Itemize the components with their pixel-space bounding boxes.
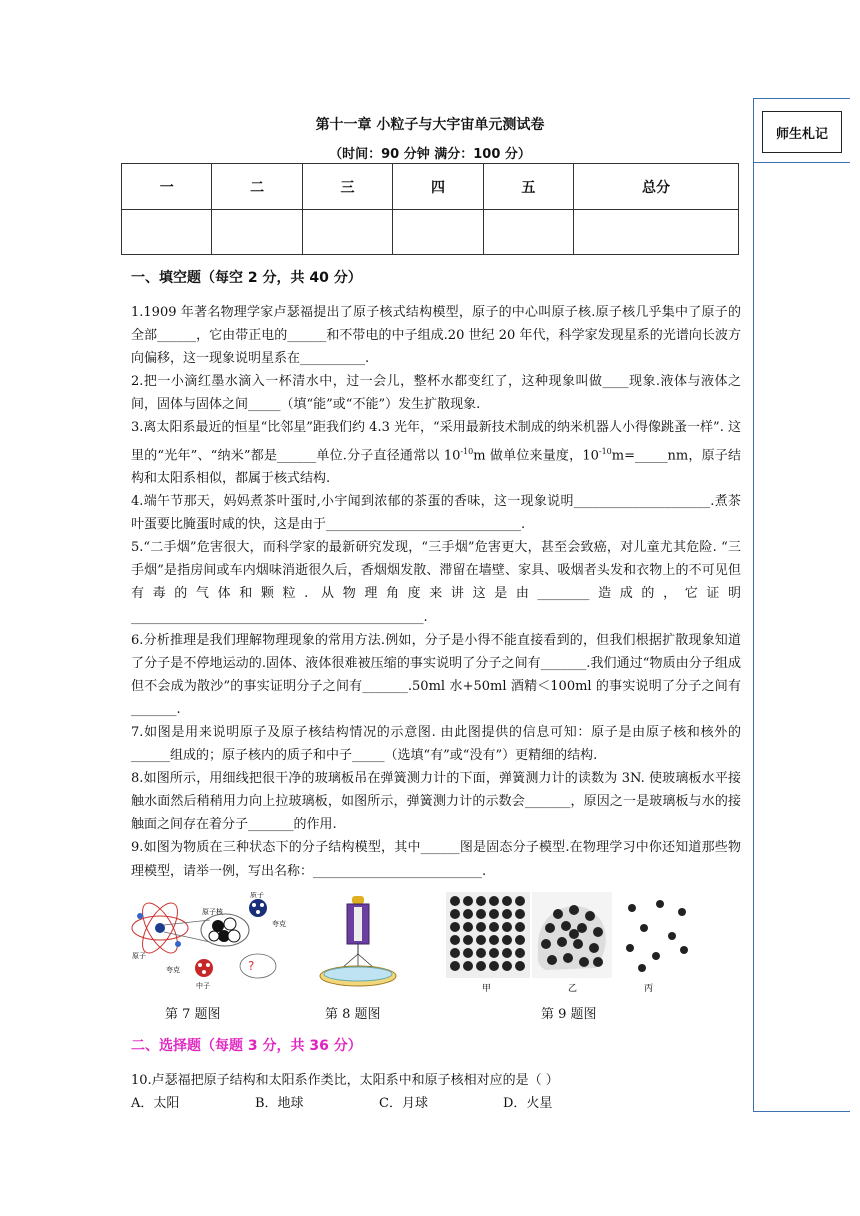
molecule-dot — [652, 952, 660, 960]
label-c: 丙 — [644, 984, 654, 994]
molecule-dot — [628, 904, 636, 912]
molecule-dot — [678, 908, 686, 916]
molecule-dot — [638, 964, 646, 972]
question-4: 4.端午节那天，妈妈煮茶叶蛋时,小宇闻到浓郁的茶蛋的香味，这一现象说明_____________________.煮茶叶蛋要比腌蛋时咸的快，这是由于______________________________. — [131, 494, 741, 533]
section-2-title: 二、选择题（每题 3 分，共 36 分） — [131, 1038, 362, 1054]
label-neutron: 中子 — [196, 982, 210, 990]
molecule-dot — [450, 935, 460, 945]
molecule-dot — [640, 924, 648, 932]
score-header-4: 四 — [393, 164, 483, 210]
molecule-dot — [502, 935, 512, 945]
molecule-dot — [593, 927, 603, 937]
molecule-dot — [450, 961, 460, 971]
molecule-dot — [476, 896, 486, 906]
molecule-dot — [476, 935, 486, 945]
molecule-dot — [626, 944, 634, 952]
molecule-dot — [541, 939, 551, 949]
option-b[interactable]: B．地球 — [255, 1096, 304, 1111]
figure-9-caption: 第 9 题图 — [541, 1007, 597, 1022]
molecule-dot — [593, 957, 603, 967]
question-7: 7.如图是用来说明原子及原子核结构情况的示意图. 由此图提供的信息可知：原子是由原子核和核外的______组成的；原子核内的质子和中子_____（选填“有”或“没有”）更精细的结构. — [131, 725, 741, 764]
option-a[interactable]: A．太阳 — [131, 1096, 180, 1111]
score-header-total: 总分 — [574, 164, 739, 210]
molecule-dot — [563, 953, 573, 963]
atom-structure-diagram — [130, 892, 290, 992]
question-1: 1.1909 年著名物理学家卢瑟福提出了原子核式结构模型，原子的中心叫原子核.原子核几乎集中了原子的全部______，它由带正电的______和不带电的中子组成.20 世纪 20 年代，科学家发现星系的光谱向长波方向偏移，这一现象说明星系在__________. — [131, 305, 741, 367]
score-cell[interactable] — [122, 210, 212, 255]
label-a: 甲 — [482, 984, 492, 994]
molecule-dot — [476, 909, 486, 919]
label-quark: 夸克 — [166, 966, 180, 974]
molecule-dot — [515, 948, 525, 958]
molecule-dot — [515, 922, 525, 932]
score-header-1: 一 — [122, 164, 212, 210]
states-of-matter-diagram — [446, 892, 696, 996]
exponent: -10 — [460, 446, 474, 456]
question-2: 2.把一小滴红墨水滴入一杯清水中，过一会儿，整杯水都变红了，这种现象叫做____现象.液体与液体之间，固体与固体之间_____（填“能”或“不能”）发生扩散现象. — [131, 374, 741, 413]
question-3: 3.离太阳系最近的恒星“比邻星”距我们约 4.3 光年，“采用最新技术制成的纳米机器人小得像跳蚤一样”. 这里的“光年”、“纳米”都是______单位.分子直径通常以 $10^{-10}m$ 做单位来量度，$10^{-10}m=\_\_\_\_\_nm$，原子结构和太阳系相似，都属于核式结构. — [131, 420, 741, 486]
molecule-dot — [489, 909, 499, 919]
score-header-3: 三 — [302, 164, 392, 210]
molecule-dot — [502, 922, 512, 932]
molecule-dot — [502, 961, 512, 971]
molecule-dot — [680, 946, 688, 954]
question-mark: ? — [248, 959, 255, 973]
molecule-dot — [463, 961, 473, 971]
molecule-dot — [515, 935, 525, 945]
molecule-dot — [569, 905, 579, 915]
molecule-dot — [589, 943, 599, 953]
molecule-dot — [561, 921, 571, 931]
option-c[interactable]: C．月球 — [379, 1096, 428, 1111]
figure-8-caption: 第 8 题图 — [325, 1007, 381, 1022]
score-cell[interactable] — [483, 210, 573, 255]
question-6: 6.分析推理是我们理解物理现象的常用方法.例如，分子是小得不能直接看到的，但我们根据扩散现象知道了分子是不停地运动的.固体、液体很难被压缩的事实说明了分子之间有_______.我们通过“物质由分子组成但不会成为散沙”的事实证明分子之间有_______.50ml 水+50ml 酒精＜100ml 的事实说明了分子之间有_______. — [131, 632, 741, 717]
score-header-5: 五 — [483, 164, 573, 210]
option-d[interactable]: D．火星 — [503, 1096, 553, 1111]
label-nucleus: 原子核 — [202, 908, 223, 916]
molecule-dot — [668, 932, 676, 940]
molecule-dot — [585, 911, 595, 921]
molecule-dot — [476, 948, 486, 958]
score-cell[interactable] — [574, 210, 739, 255]
molecule-dot — [489, 948, 499, 958]
sidebar-divider — [754, 162, 850, 163]
molecule-dot — [489, 896, 499, 906]
molecule-dot — [489, 961, 499, 971]
molecule-dot — [553, 909, 563, 919]
score-cell[interactable] — [393, 210, 483, 255]
question-8: 8.如图所示，用细线把很干净的玻璃板吊在弹簧测力计的下面，弹簧测力计的读数为 3N. 使玻璃板水平接触水面然后稍稍用力向上拉玻璃板，如图所示，弹簧测力计的示数会_______，原因之一是玻璃板与水的接触面之间存在着分子_______的作用. — [131, 771, 741, 833]
molecule-dot — [579, 957, 589, 967]
molecule-dot — [463, 896, 473, 906]
question-9: 9.如图为物质在三种状态下的分子结构模型，其中______图是固态分子模型.在物理学习中你还知道那些物理模型，请举一例，写出名称：__________________________. — [131, 840, 741, 879]
section-1-title: 一、填空题（每空 2 分，共 40 分） — [131, 270, 362, 286]
molecule-dot — [450, 922, 460, 932]
question-10-stem: 10.卢瑟福把原子结构和太阳系作类比，太阳系中和原子核相对应的是（ ） — [131, 1073, 559, 1088]
molecule-dot — [547, 955, 557, 965]
score-cell[interactable] — [302, 210, 392, 255]
exponent: -10 — [598, 446, 612, 456]
molecule-dot — [463, 909, 473, 919]
spring-scale-diagram — [314, 892, 404, 992]
molecule-dot — [476, 922, 486, 932]
question-10-options — [131, 1092, 741, 1115]
molecule-dot — [577, 923, 587, 933]
molecule-dot — [656, 900, 664, 908]
fill-in-questions — [131, 301, 741, 883]
molecule-dot — [463, 948, 473, 958]
molecule-dot — [515, 961, 525, 971]
question-10 — [131, 1069, 741, 1115]
molecule-dot — [557, 937, 567, 947]
page-title: 第十一章 小粒子与大宇宙单元测试卷 — [315, 117, 545, 133]
sidebar-title: 师生札记 — [762, 111, 842, 153]
molecule-dot — [502, 896, 512, 906]
exam-info: （时间：90 分钟 满分：100 分） — [329, 147, 531, 162]
molecule-dot — [489, 922, 499, 932]
molecule-dot — [515, 896, 525, 906]
score-cell[interactable] — [212, 210, 302, 255]
molecule-dot — [463, 922, 473, 932]
question-5: 5.“二手烟”危害很大，而科学家的最新研究发现，“三手烟”危害更大，甚至会致癌，对儿童尤其危险. “三手烟”是指房间或车内烟味消逝很久后，香烟烟发散、滞留在墙壁、家具、吸烟者头发和衣物上的不可见但有毒的气体和颗粒. 从物理角度来讲这是由________造成的，它证明_____________________________________________. — [131, 540, 741, 625]
molecule-dot — [573, 939, 583, 949]
molecule-dot — [569, 929, 579, 939]
molecule-dot — [489, 935, 499, 945]
score-header-2: 二 — [212, 164, 302, 210]
label-b: 乙 — [568, 984, 578, 994]
score-table — [121, 163, 739, 255]
molecule-dot — [463, 935, 473, 945]
molecule-dot — [515, 909, 525, 919]
molecule-dot — [502, 948, 512, 958]
label-quark: 夸克 — [272, 920, 286, 928]
molecule-dot — [476, 961, 486, 971]
molecule-dot — [450, 896, 460, 906]
molecule-dot — [545, 923, 555, 933]
molecule-dot — [450, 948, 460, 958]
notes-sidebar — [753, 98, 850, 1112]
molecule-dot — [450, 909, 460, 919]
figure-7-caption: 第 7 题图 — [165, 1007, 221, 1022]
label-proton: 质子 — [250, 892, 264, 899]
molecule-dot — [502, 909, 512, 919]
label-atom: 原子 — [132, 952, 146, 960]
